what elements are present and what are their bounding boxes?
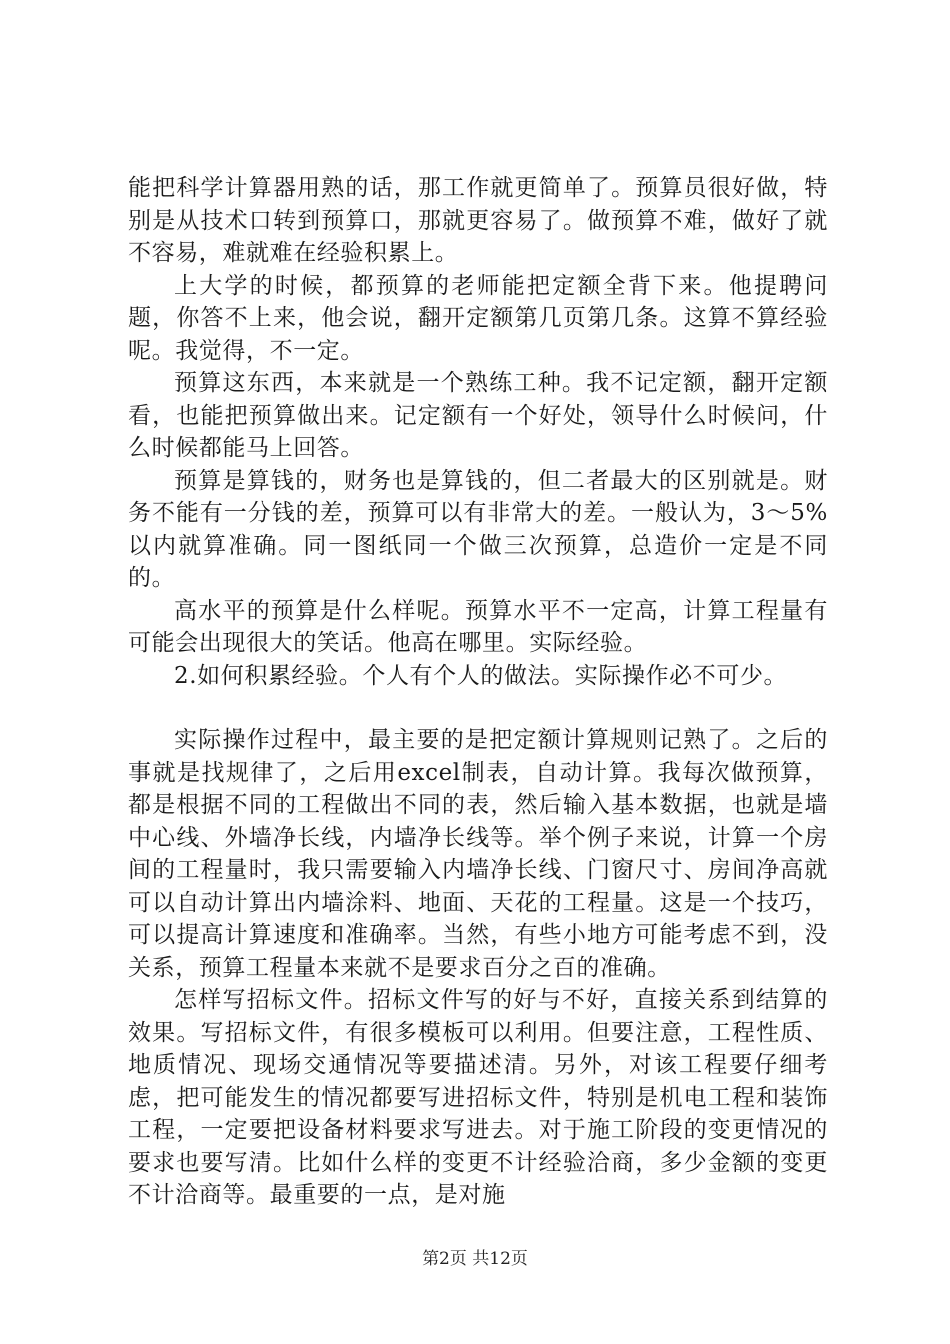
- paragraph-budget-vs-finance: 预算是算钱的，财务也是算钱的，但二者最大的区别就是。财务不能有一分钱的差，预算可以有非常大的差。一般认为，3～5%以内就算准确。同一图纸同一个做三次预算，总造价一定是不同的。: [128, 467, 828, 591]
- paragraph-accumulate-experience: 2.如何积累经验。个人有个人的做法。实际操作必不可少。: [174, 662, 788, 689]
- paragraph-high-level-budget: 高水平的预算是什么样呢。预算水平不一定高，计算工程量有可能会出现很大的笑话。他高在哪里。实际经验。: [128, 597, 828, 656]
- document-body: [128, 172, 828, 1212]
- paragraph-practical-operation: 实际操作过程中，最主要的是把定额计算规则记熟了。之后的事就是找规律了，之后用excel制表，自动计算。我每次做预算，都是根据不同的工程做出不同的表，然后输入基本数据，也就是墙中心线、外墙净长线，内墙净长线等。举个例子来说，计算一个房间的工程量时，我只需要输入内墙净长线、门窗尺寸、房间净高就可以自动计算出内墙涂料、地面、天花的工程量。这是一个技巧，可以提高计算速度和准确率。当然，有些小地方可能考虑不到，没关系，预算工程量本来就不是要求百分之百的准确。: [128, 727, 828, 981]
- paragraph-skilled-trade: 预算这东西，本来就是一个熟练工种。我不记定额，翻开定额看，也能把预算做出来。记定额有一个好处，领导什么时候问，什么时候都能马上回答。: [128, 370, 828, 461]
- paragraph-continuation: 能把科学计算器用熟的话，那工作就更简单了。预算员很好做，特别是从技术口转到预算口，那就更容易了。做预算不难，做好了就不容易，难就难在经验积累上。: [128, 175, 828, 266]
- paragraph-tender-documents: 怎样写招标文件。招标文件写的好与不好，直接关系到结算的效果。写招标文件，有很多模板可以利用。但要注意，工程性质、地质情况、现场交通情况等要描述清。另外，对该工程要仔细考虑，把可能发生的情况都要写进招标文件，特别是机电工程和装饰工程，一定要把设备材料要求写进去。对于施工阶段的变更情况的要求也要写清。比如什么样的变更不计经验洽商，多少金额的变更不计洽商等。最重要的一点，是对施: [128, 987, 828, 1208]
- paragraph-university: 上大学的时候，都预算的老师能把定额全背下来。他提聘问题，你答不上来，他会说，翻开定额第几页第几条。这算不算经验呢。我觉得，不一定。: [128, 272, 828, 364]
- page-footer: 第2页 共12页: [422, 1249, 528, 1269]
